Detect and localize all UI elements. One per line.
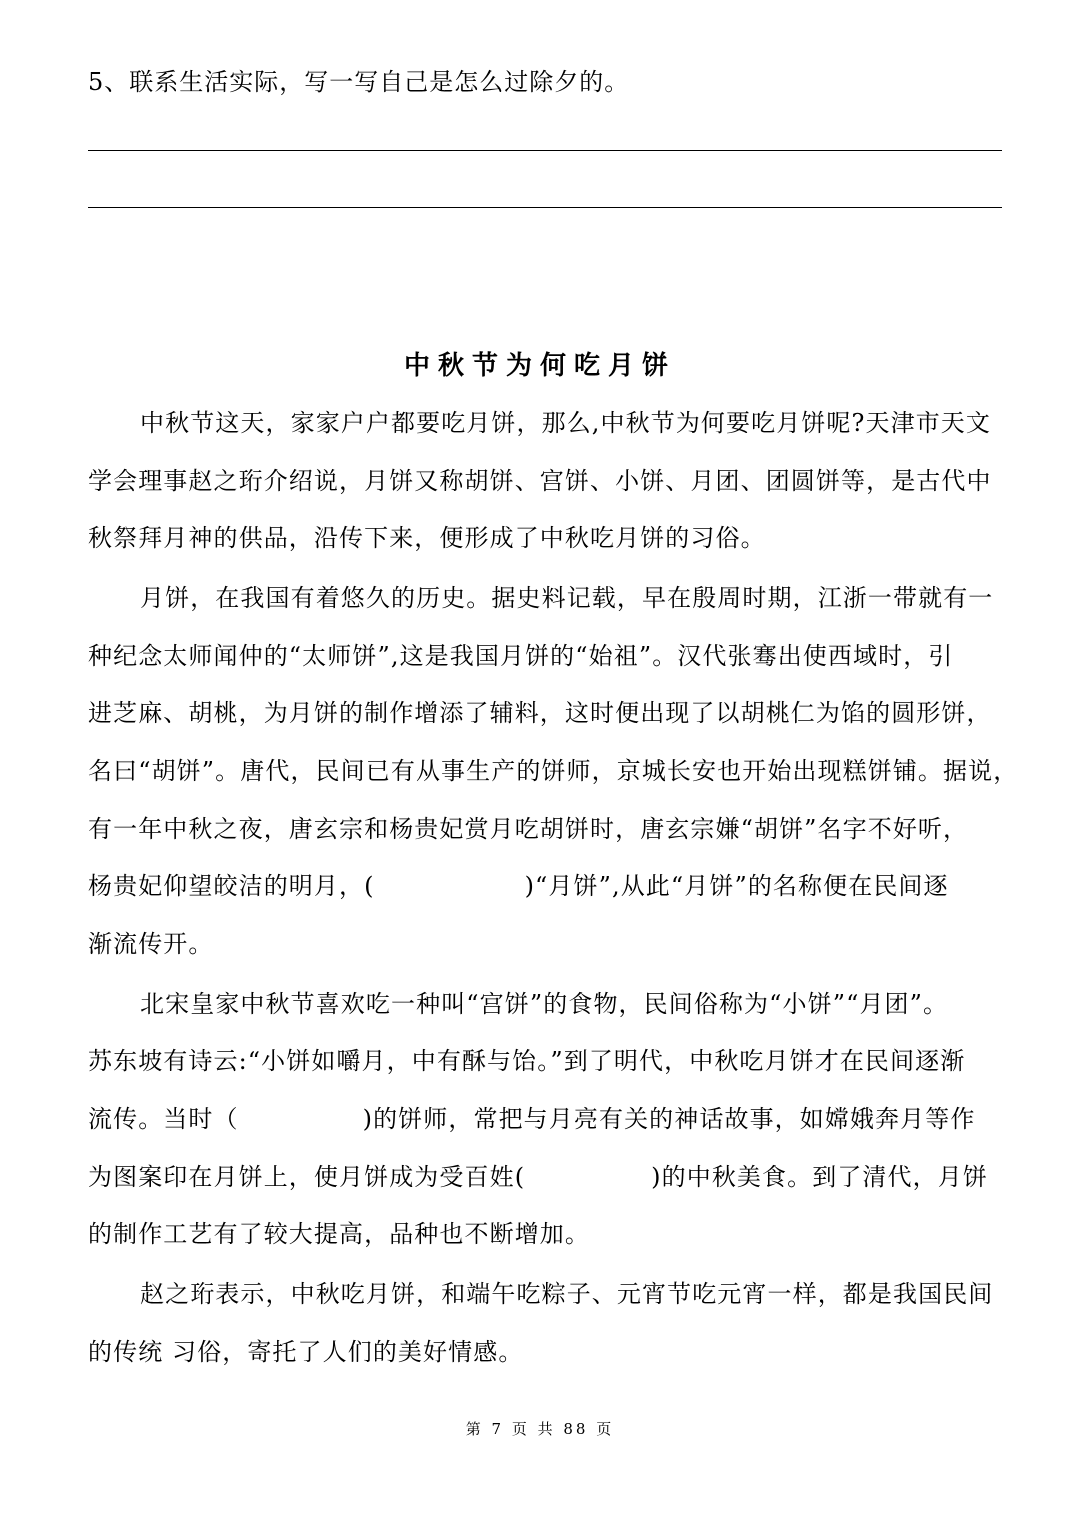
answer-line-2 bbox=[88, 207, 1002, 208]
paragraph-line: 赵之珩表示，中秋吃月饼，和端午吃粽子、元宵节吃元宵一样，都是我国民间 bbox=[140, 1280, 994, 1309]
question-5: 5、联系生活实际，写一写自己是怎么过除夕的。 bbox=[88, 68, 630, 96]
blank-after-text: )的饼师，常把与月亮有关的神话故事，如嫦娥奔月等作 bbox=[362, 1104, 976, 1133]
blank-after-text: )的中秋美食。到了清代，月饼 bbox=[651, 1162, 988, 1191]
paragraph-line: 北宋皇家中秋节喜欢吃一种叫“宫饼”的食物，民间俗称为“小饼”“月团”。 bbox=[140, 989, 949, 1018]
paragraph-line: 渐流传开。 bbox=[88, 929, 214, 958]
article-title: 中秋节为何吃月饼 bbox=[403, 351, 676, 381]
paragraph-line: 的传统 习俗，寄托了人们的美好情感。 bbox=[88, 1337, 524, 1366]
paragraph-line: 名曰“胡饼”。唐代，民间已有从事生产的饼师，京城长安也开始出现糕饼铺。据说， bbox=[88, 756, 1019, 785]
article-body bbox=[88, 403, 1019, 1389]
paragraph-line: 学会理事赵之珩介绍说，月饼又称胡饼、宫饼、小饼、月团、团圆饼等，是古代中 bbox=[88, 466, 992, 495]
page-number: 第 7 页 共 88 页 bbox=[465, 1420, 615, 1438]
blank-before-text: 流传。当时（ bbox=[88, 1104, 239, 1133]
paragraph-line: 进芝麻、胡桃，为月饼的制作增添了辅料，这时便出现了以胡桃仁为馅的圆形饼， bbox=[88, 699, 992, 728]
blank-before-text: 杨贵妃仰望皎洁的明月，( bbox=[88, 872, 375, 901]
paragraph-line-with-blank bbox=[88, 1157, 1006, 1215]
blank-before-text: 为图案印在月饼上，使月饼成为受百姓( bbox=[88, 1162, 526, 1191]
paragraph-line-with-blank bbox=[88, 866, 1006, 924]
paragraph-line: 有一年中秋之夜，唐玄宗和杨贵妃赏月吃胡饼时，唐玄宗嫌“胡饼”名字不好听， bbox=[88, 814, 969, 843]
blank-after-text: )“月饼”,从此“月饼”的名称便在民间逐 bbox=[524, 872, 949, 901]
paragraph-line-with-blank bbox=[88, 1099, 1006, 1157]
paragraph-line: 中秋节这天，家家户户都要吃月饼，那么,中秋节为何要吃月饼呢?天津市天文 bbox=[140, 409, 991, 437]
paragraph-line: 的制作工艺有了较大提高，品种也不断增加。 bbox=[88, 1220, 590, 1249]
paragraph-line: 苏东坡有诗云:“小饼如嚼月，中有酥与饴。”到了明代，中秋吃月饼才在民间逐渐 bbox=[88, 1047, 966, 1076]
answer-line-1 bbox=[88, 150, 1002, 151]
paragraph-line: 种纪念太师闻仲的“太师饼”,这是我国月饼的“始祖”。汉代张骞出使西域时，引 bbox=[88, 641, 954, 670]
paragraph-line: 月饼，在我国有着悠久的历史。据史料记载，早在殷周时期，江浙一带就有一 bbox=[140, 584, 994, 613]
paragraph-line: 秋祭拜月神的供品，沿传下来，便形成了中秋吃月饼的习俗。 bbox=[88, 524, 766, 553]
